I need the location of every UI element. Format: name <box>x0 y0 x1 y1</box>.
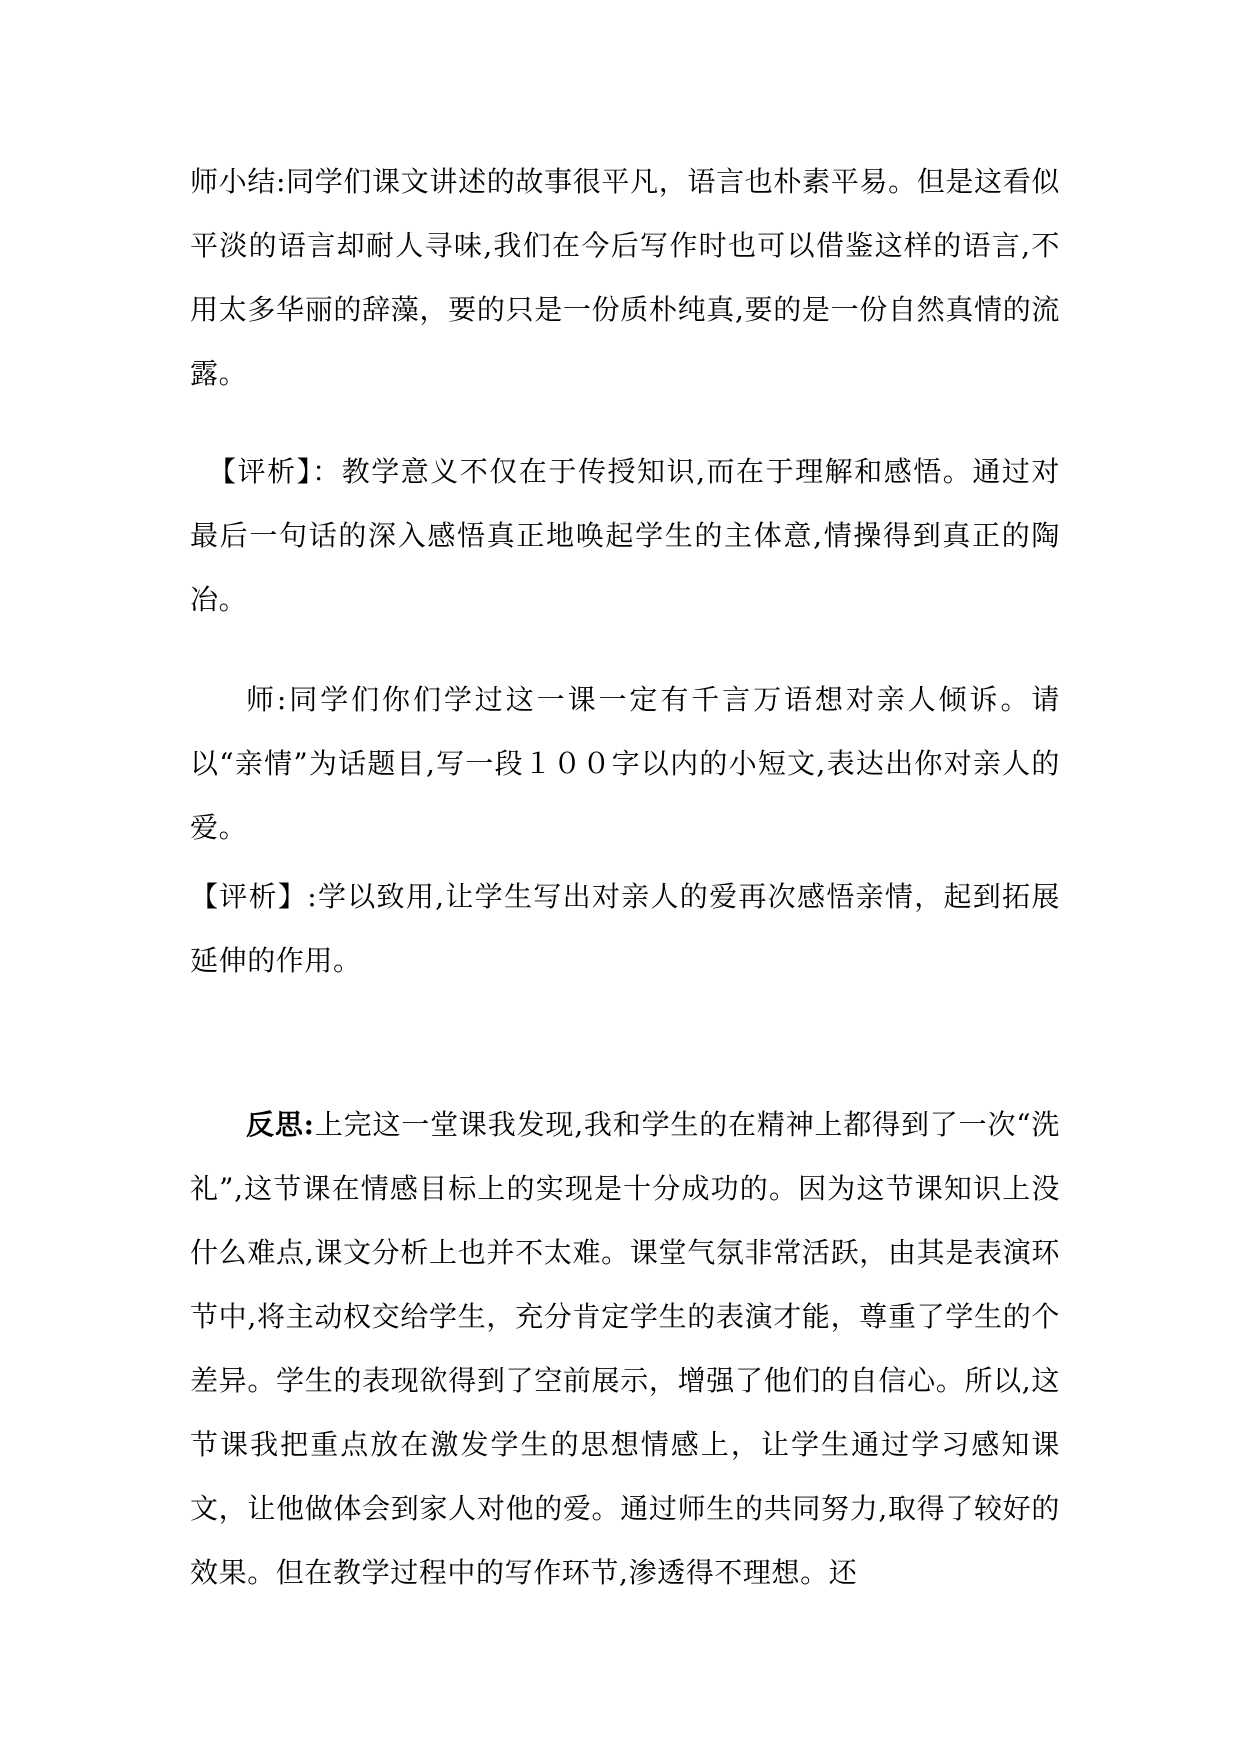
reflection-body: 上完这一堂课我发现,我和学生的在精神上都得到了一次“洗礼”,这节课在情感目标上的实现是十分成功的。因为这节课知识上没什么难点,课文分析上也并不太难。课堂气氛非常活跃，由其是表演环节中,将主动权交给学生，充分肯定学生的表演才能，尊重了学生的个差异。学生的表现欲得到了空前展示，增强了他们的自信心。所以,这节课我把重点放在激发学生的思想情感上，让学生通过学习感知课文，让他做体会到家人对他的爱。通过师生的共同努力,取得了较好的效果。但在教学过程中的写作环节,渗透得不理想。还 <box>190 1108 1061 1589</box>
analysis-paragraph-1: 【评析】：教学意义不仅在于传授知识,而在于理解和感悟。通过对最后一句话的深入感悟真正地唤起学生的主体意,情操得到真正的陶冶。 <box>190 455 1060 616</box>
analysis-paragraph-2: 【评析】:学以致用,让学生写出对亲人的爱再次感悟亲情，起到拓展延伸的作用。 <box>190 880 1060 977</box>
teacher-summary-paragraph: 师小结:同学们课文讲述的故事很平凡，语言也朴素平易。但是这看似平淡的语言却耐人寻味,我们在今后写作时也可以借鉴这样的语言,不用太多华丽的辞藻，要的只是一份质朴纯真,要的是一份自然真情的流露。 <box>190 165 1060 390</box>
teacher-writing-task-paragraph: 师:同学们你们学过这一课一定有千言万语想对亲人倾诉。请以“亲情”为话题目,写一段１００字以内的小短文,表达出你对亲人的爱。 <box>190 683 1060 844</box>
reflection-paragraph <box>190 1093 1060 1605</box>
reflection-label: 反思: <box>246 1108 315 1141</box>
